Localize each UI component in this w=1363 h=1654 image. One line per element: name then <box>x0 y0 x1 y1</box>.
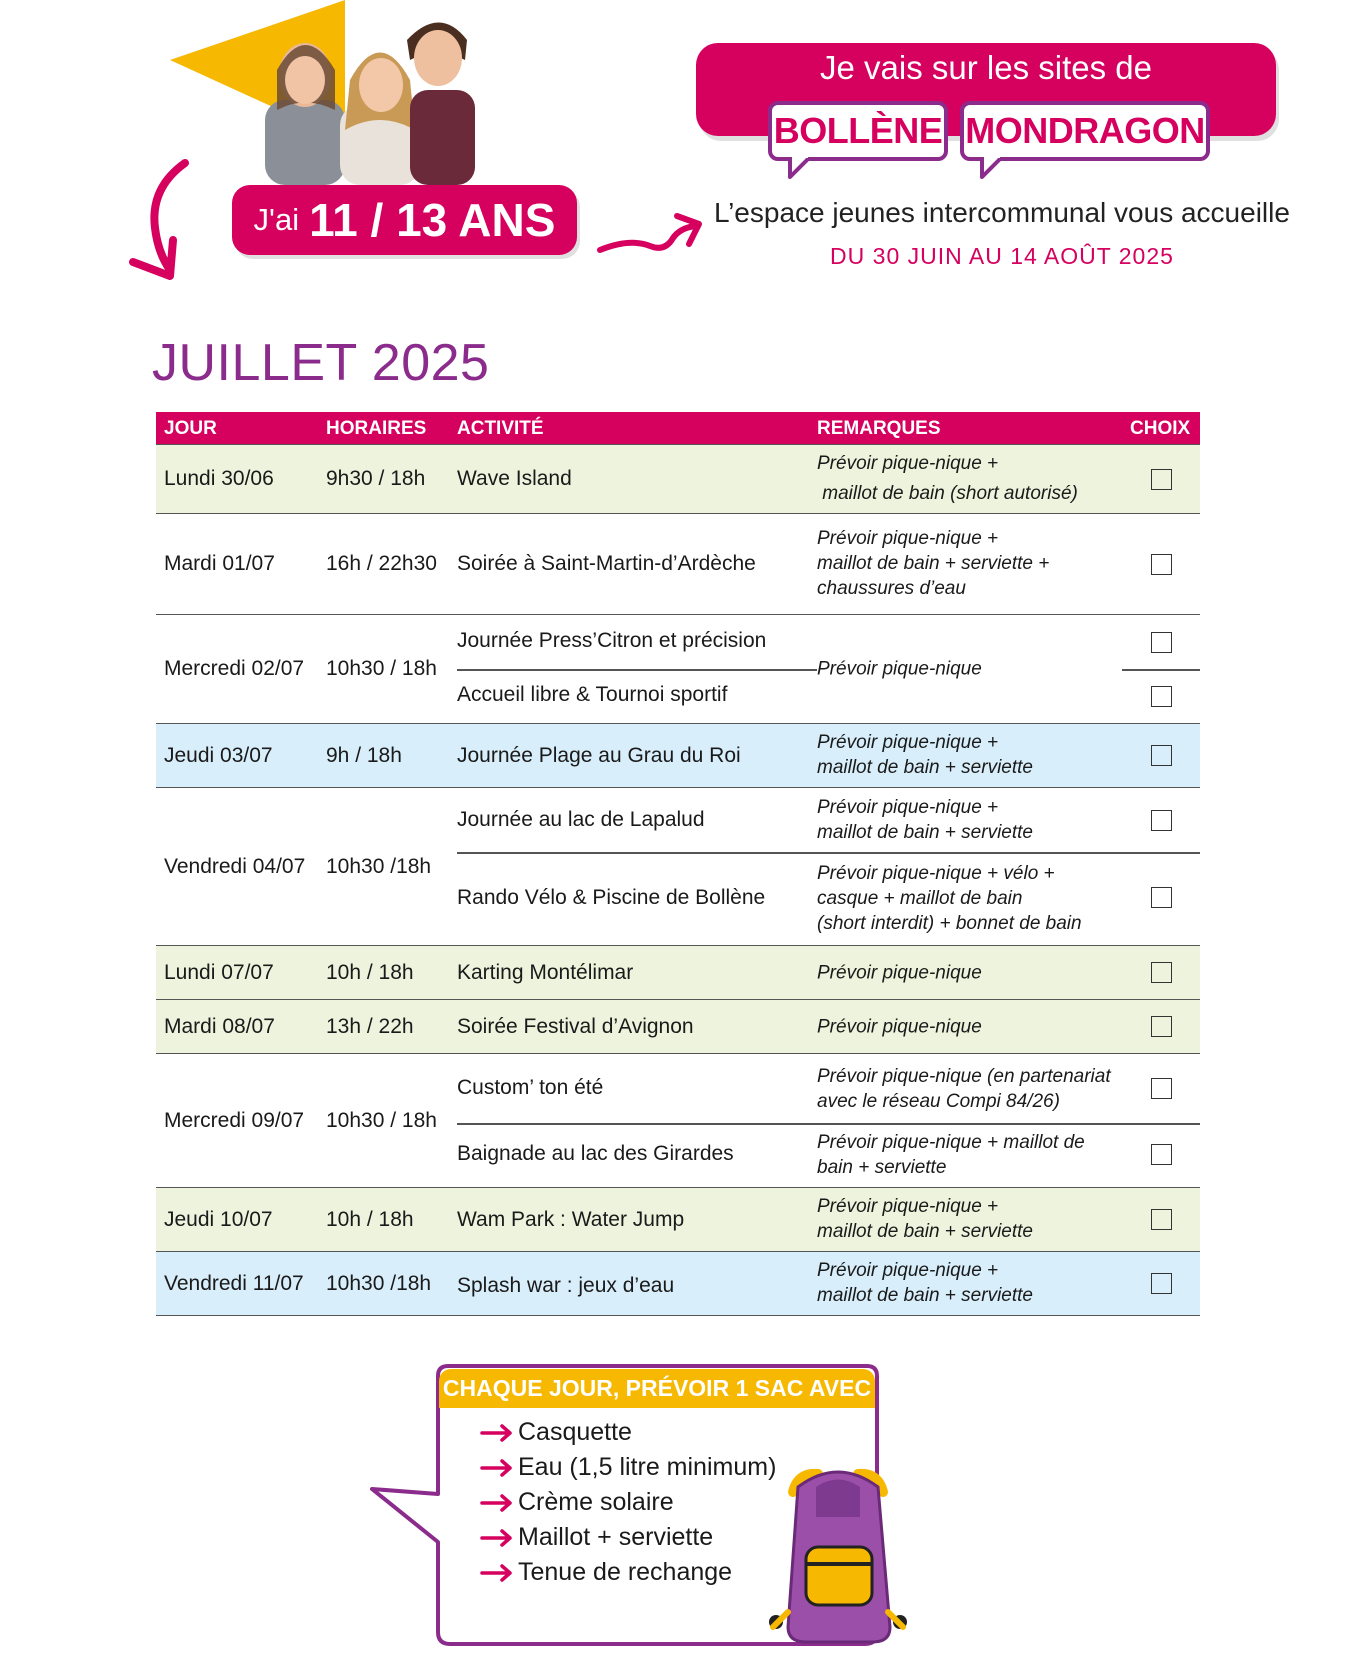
choice-checkbox[interactable] <box>1151 1078 1172 1099</box>
right-arrow-icon <box>480 1424 514 1442</box>
right-arrow-icon <box>480 1494 514 1512</box>
row-remarque: Prévoir pique-nique <box>817 962 982 983</box>
right-arrow-icon <box>480 1529 514 1547</box>
bag-item-label: Tenue de rechange <box>518 1558 733 1586</box>
curved-arrow-icon <box>125 158 200 283</box>
row-horaires: 10h30 / 18h <box>326 657 437 680</box>
header-jour: JOUR <box>164 418 217 439</box>
row-activite: Accueil libre & Tournoi sportif <box>457 683 728 706</box>
row-remarque: casque + maillot de bain <box>817 888 1023 909</box>
row-activite: Journée Plage au Grau du Roi <box>457 743 741 767</box>
choice-checkbox[interactable] <box>1151 554 1172 575</box>
table-row <box>156 724 1200 788</box>
row-remarque: Prévoir pique-nique + <box>817 797 999 818</box>
row-jour: Vendredi 04/07 <box>164 854 306 878</box>
row-jour: Vendredi 11/07 <box>164 1271 304 1295</box>
table-row <box>156 788 1200 946</box>
row-horaires: 10h / 18h <box>326 960 414 984</box>
row-divider <box>457 852 1200 854</box>
list-item <box>480 1415 776 1450</box>
row-activite: Journée Press’Citron et précision <box>457 629 767 652</box>
row-activite: Wave Island <box>457 467 572 490</box>
schedule-table <box>156 412 1200 1316</box>
row-jour: Mercredi 09/07 <box>164 1108 305 1132</box>
row-horaires: 10h / 18h <box>326 1207 414 1231</box>
row-remarque: chaussures d’eau <box>817 578 966 599</box>
row-jour: Lundi 07/07 <box>164 960 274 984</box>
row-remarque: Prévoir pique-nique + vélo + <box>817 863 1055 884</box>
choice-checkbox[interactable] <box>1151 632 1172 653</box>
row-divider <box>1122 669 1200 671</box>
sites-title: Je vais sur les sites de <box>820 49 1152 86</box>
row-remarque: Prévoir pique-nique <box>817 658 982 680</box>
row-remarque: maillot de bain (short autorisé) <box>817 483 1078 504</box>
row-remarque: maillot de bain + serviette <box>817 1285 1033 1306</box>
site-bollene-bubble <box>768 101 948 161</box>
squiggle-arrow-icon <box>595 208 710 258</box>
row-horaires: 9h30 / 18h <box>326 467 426 490</box>
date-range: DU 30 JUIN AU 14 AOÛT 2025 <box>830 243 1174 269</box>
table-row <box>156 514 1200 615</box>
row-remarque: maillot de bain + serviette <box>817 1221 1033 1242</box>
row-horaires: 13h / 22h <box>326 1014 414 1038</box>
row-activite: Custom’ ton été <box>457 1076 604 1099</box>
row-activite: Rando Vélo & Piscine de Bollène <box>457 886 766 909</box>
table-row <box>156 1188 1200 1252</box>
header-horaires: HORAIRES <box>326 418 427 439</box>
site-mondragon: MONDRAGON <box>965 110 1205 151</box>
welcome-text: L’espace jeunes intercommunal vous accueille <box>714 197 1290 228</box>
row-remarque: Prévoir pique-nique + <box>817 1196 999 1217</box>
row-horaires: 10h30 /18h <box>326 854 432 878</box>
backpack-icon <box>768 1462 908 1647</box>
row-remarque: Prévoir pique-nique + <box>817 528 999 549</box>
row-activite: Baignade au lac des Girardes <box>457 1142 734 1165</box>
row-jour: Lundi 30/06 <box>164 467 274 490</box>
list-item <box>480 1450 776 1485</box>
row-horaires: 9h / 18h <box>326 743 402 767</box>
age-value: 11 / 13 ANS <box>309 194 556 246</box>
list-item <box>480 1520 776 1555</box>
table-row <box>156 444 1200 514</box>
table-row <box>156 1000 1200 1054</box>
choice-checkbox[interactable] <box>1151 887 1172 908</box>
row-remarque: bain + serviette <box>817 1157 947 1178</box>
header-activite: ACTIVITÉ <box>457 418 544 439</box>
age-badge <box>232 185 577 255</box>
row-activite: Karting Montélimar <box>457 960 634 984</box>
row-activite: Wam Park : Water Jump <box>457 1207 685 1231</box>
list-item <box>480 1555 776 1590</box>
right-arrow-icon <box>480 1459 514 1477</box>
table-row <box>156 615 1200 724</box>
row-remarque: avec le réseau Compi 84/26) <box>817 1091 1060 1112</box>
month-title: JUILLET 2025 <box>152 334 490 392</box>
bag-item-label: Casquette <box>518 1418 632 1446</box>
speech-tail-icon <box>980 157 1010 179</box>
choice-checkbox[interactable] <box>1151 745 1172 766</box>
list-item <box>480 1485 776 1520</box>
header-choix: CHOIX <box>1130 418 1191 439</box>
row-horaires: 16h / 22h30 <box>326 552 437 575</box>
row-activite: Splash war : jeux d’eau <box>457 1274 675 1297</box>
row-remarque: maillot de bain + serviette + <box>817 553 1050 574</box>
bag-items-list <box>480 1415 776 1590</box>
speech-tail-icon <box>788 157 818 179</box>
row-remarque: Prévoir pique-nique + maillot de <box>817 1132 1085 1153</box>
row-activite: Soirée à Saint-Martin-d’Ardèche <box>457 552 756 575</box>
row-jour: Mercredi 02/07 <box>164 657 305 680</box>
row-jour: Jeudi 10/07 <box>164 1207 273 1231</box>
row-remarque: maillot de bain + serviette <box>817 822 1033 843</box>
choice-checkbox[interactable] <box>1151 810 1172 831</box>
row-remarque: Prévoir pique-nique + <box>817 1260 999 1281</box>
site-bollene: BOLLÈNE <box>773 110 943 151</box>
site-mondragon-bubble <box>960 101 1210 161</box>
header-remarques: REMARQUES <box>817 418 941 439</box>
choice-checkbox[interactable] <box>1151 686 1172 707</box>
row-jour: Mardi 08/07 <box>164 1014 275 1038</box>
choice-checkbox[interactable] <box>1151 1209 1172 1230</box>
row-activite: Journée au lac de Lapalud <box>457 808 705 831</box>
row-horaires: 10h30 / 18h <box>326 1108 437 1132</box>
choice-checkbox[interactable] <box>1151 1016 1172 1037</box>
bag-item-label: Eau (1,5 litre minimum) <box>518 1453 777 1481</box>
table-row <box>156 1054 1200 1188</box>
bag-checklist-box <box>370 1362 910 1652</box>
row-remarque: Prévoir pique-nique + <box>817 453 999 474</box>
bag-item-label: Crème solaire <box>518 1488 674 1516</box>
table-row <box>156 946 1200 1000</box>
row-horaires: 10h30 /18h <box>326 1271 432 1295</box>
choice-checkbox[interactable] <box>1151 962 1172 983</box>
row-jour: Jeudi 03/07 <box>164 743 273 767</box>
right-arrow-icon <box>480 1564 514 1582</box>
bag-item-label: Maillot + serviette <box>518 1523 714 1551</box>
row-remarque: Prévoir pique-nique <box>817 1016 982 1037</box>
row-divider <box>457 669 817 671</box>
choice-checkbox[interactable] <box>1151 1144 1172 1165</box>
bag-title: CHAQUE JOUR, PRÉVOIR 1 SAC AVEC : <box>439 1369 875 1408</box>
row-remarque: Prévoir pique-nique + <box>817 732 999 753</box>
row-divider <box>457 1123 1200 1125</box>
row-remarque: Prévoir pique-nique (en partenariat <box>817 1066 1111 1087</box>
row-remarque: (short interdit) + bonnet de bain <box>817 913 1082 934</box>
row-jour: Mardi 01/07 <box>164 552 275 575</box>
row-activite: Soirée Festival d’Avignon <box>457 1014 694 1038</box>
table-header <box>156 412 1200 444</box>
age-prefix: J'ai <box>253 202 300 237</box>
row-remarque: maillot de bain + serviette <box>817 757 1033 778</box>
table-row <box>156 1252 1200 1316</box>
choice-checkbox[interactable] <box>1151 1273 1172 1294</box>
choice-checkbox[interactable] <box>1151 469 1172 490</box>
